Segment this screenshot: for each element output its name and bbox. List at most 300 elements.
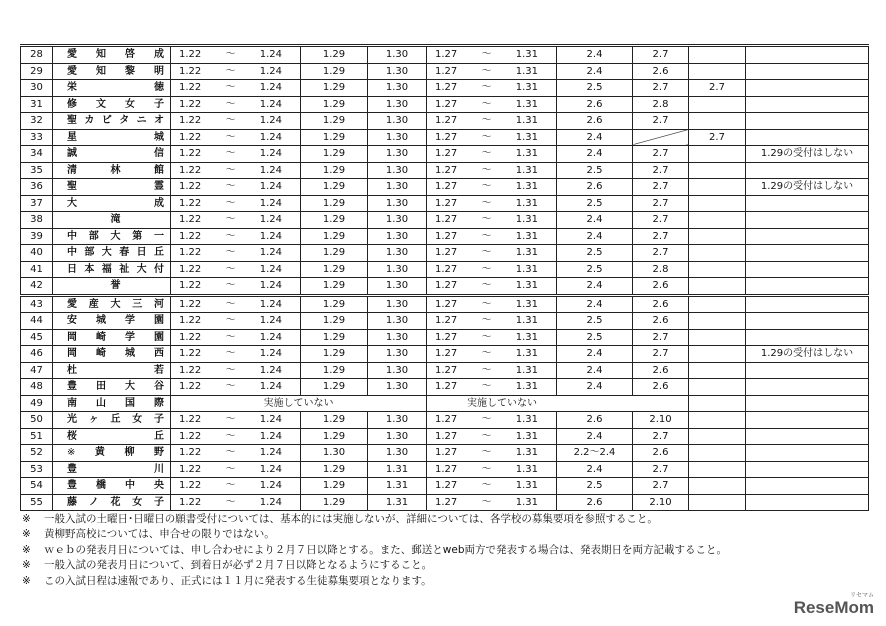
period-cell: 1.27 ～ 1.31	[427, 461, 557, 478]
table-row	[21, 245, 869, 262]
school-name: 岡崎城西	[53, 346, 171, 363]
row-number: 36	[21, 179, 53, 196]
date-cell: 1.30	[368, 63, 427, 80]
table-row	[21, 412, 869, 429]
note-cell	[746, 46, 869, 64]
period-cell: 1.27 ～ 1.31	[427, 428, 557, 445]
row-number: 38	[21, 212, 53, 229]
date-cell: 1.29	[301, 96, 368, 113]
date-cell: 1.31	[368, 461, 427, 478]
exam-date: 2.4	[557, 278, 633, 296]
date-cell: 1.29	[301, 162, 368, 179]
school-name: 安城学園	[53, 313, 171, 330]
announce-date: 2.8	[633, 261, 689, 278]
table-row	[21, 295, 869, 313]
table-row	[21, 212, 869, 229]
period-cell: 1.27 ～ 1.31	[427, 179, 557, 196]
table-row	[21, 494, 869, 511]
date-cell: 1.29	[301, 295, 368, 313]
period-cell: 1.27 ～ 1.31	[427, 494, 557, 511]
row-number: 55	[21, 494, 53, 511]
date-cell: 1.29	[301, 412, 368, 429]
note-cell	[746, 445, 869, 462]
exam-date: 2.4	[557, 461, 633, 478]
school-name: 中部大第一	[53, 228, 171, 245]
extra-date	[689, 96, 746, 113]
note-cell	[746, 113, 869, 130]
announce-date: 2.7	[633, 212, 689, 229]
exam-date: 2.6	[557, 412, 633, 429]
date-cell: 1.29	[301, 80, 368, 97]
school-name: 藤ノ花女子	[53, 494, 171, 511]
application-period: 1.22 ～ 1.24	[171, 313, 301, 330]
row-number: 51	[21, 428, 53, 445]
announce-date: 2.6	[633, 295, 689, 313]
table-row	[21, 46, 869, 64]
extra-date	[689, 428, 746, 445]
school-name: 聖霊	[53, 179, 171, 196]
note-cell	[746, 63, 869, 80]
announce-date: 2.7	[633, 113, 689, 130]
announce-date: 2.7	[633, 228, 689, 245]
extra-date	[689, 63, 746, 80]
school-name: 岡崎学園	[53, 329, 171, 346]
period-cell: 1.27 ～ 1.31	[427, 46, 557, 64]
exam-date: 2.6	[557, 113, 633, 130]
announce-date: 2.6	[633, 63, 689, 80]
table-row	[21, 346, 869, 363]
exam-date: 2.6	[557, 96, 633, 113]
application-period: 1.22 ～ 1.24	[171, 295, 301, 313]
note-cell	[746, 162, 869, 179]
announce-date: 2.7	[633, 46, 689, 64]
table-row	[21, 96, 869, 113]
row-number: 45	[21, 329, 53, 346]
school-name: 日本福祉大付	[53, 261, 171, 278]
extra-date	[689, 228, 746, 245]
date-cell: 1.30	[368, 261, 427, 278]
announce-date-na	[633, 129, 689, 146]
row-number: 33	[21, 129, 53, 146]
exam-date: 2.4	[557, 379, 633, 396]
table-row	[21, 428, 869, 445]
exam-date: 2.4	[557, 362, 633, 379]
date-cell: 1.29	[301, 146, 368, 163]
row-number: 48	[21, 379, 53, 396]
period-cell: 1.27 ～ 1.31	[427, 379, 557, 396]
school-name: 豊橋中央	[53, 478, 171, 495]
date-cell: 1.30	[368, 329, 427, 346]
note-cell	[746, 494, 869, 511]
extra-date	[689, 478, 746, 495]
application-period: 1.22 ～ 1.24	[171, 278, 301, 296]
period-cell: 1.27 ～ 1.31	[427, 478, 557, 495]
row-number: 50	[21, 412, 53, 429]
schedule-table	[20, 44, 869, 511]
table-row	[21, 80, 869, 97]
announce-date: 2.6	[633, 278, 689, 296]
extra-date: 2.7	[689, 129, 746, 146]
footnote: ※ 一般入試の発表月日について、到着日が必ず２月７日以降となるようにすること。	[22, 559, 433, 572]
school-name: 聖カピタニオ	[53, 113, 171, 130]
row-number: 52	[21, 445, 53, 462]
extra-date	[689, 362, 746, 379]
date-cell: 1.31	[368, 478, 427, 495]
date-cell: 1.31	[368, 494, 427, 511]
note-cell	[746, 428, 869, 445]
announce-date: 2.8	[633, 96, 689, 113]
period-cell: 1.27 ～ 1.31	[427, 245, 557, 262]
application-period: 1.22 ～ 1.24	[171, 478, 301, 495]
date-cell: 1.30	[368, 162, 427, 179]
extra-date	[689, 278, 746, 296]
note-cell	[746, 362, 869, 379]
extra-date	[689, 195, 746, 212]
announce-date: 2.6	[633, 445, 689, 462]
school-name: 栄徳	[53, 80, 171, 97]
school-name: 修文女子	[53, 96, 171, 113]
period-cell: 1.27 ～ 1.31	[427, 80, 557, 97]
announce-date: 2.7	[633, 245, 689, 262]
row-number: 54	[21, 478, 53, 495]
announce-date: 2.7	[633, 329, 689, 346]
announce-date: 2.10	[633, 412, 689, 429]
school-name: 滝	[53, 212, 171, 229]
note-cell	[746, 313, 869, 330]
date-cell: 1.30	[368, 295, 427, 313]
footnote: ※ 黄柳野高校については、申合せの限りではない。	[22, 528, 275, 541]
table-row	[21, 379, 869, 396]
row-number: 47	[21, 362, 53, 379]
date-cell: 1.29	[301, 461, 368, 478]
period-cell: 1.27 ～ 1.31	[427, 261, 557, 278]
period-cell: 1.27 ～ 1.31	[427, 162, 557, 179]
date-cell: 1.30	[368, 212, 427, 229]
table-row	[21, 461, 869, 478]
note-cell	[746, 212, 869, 229]
table-row	[21, 478, 869, 495]
date-cell: 1.29	[301, 46, 368, 64]
extra-date	[689, 313, 746, 330]
note-cell	[746, 295, 869, 313]
table-row	[21, 362, 869, 379]
row-number: 40	[21, 245, 53, 262]
exam-date: 2.5	[557, 329, 633, 346]
application-period: 1.22 ～ 1.24	[171, 63, 301, 80]
exam-date: 2.5	[557, 195, 633, 212]
period-cell: 1.27 ～ 1.31	[427, 346, 557, 363]
school-name: 星城	[53, 129, 171, 146]
period-cell: 1.27 ～ 1.31	[427, 362, 557, 379]
table-row	[21, 313, 869, 330]
exam-date: 2.2～2.4	[557, 445, 633, 462]
date-cell: 1.29	[301, 313, 368, 330]
row-number: 49	[21, 395, 53, 412]
date-cell: 1.30	[368, 245, 427, 262]
exam-date: 2.4	[557, 428, 633, 445]
date-cell: 1.30	[368, 362, 427, 379]
date-cell: 1.30	[301, 445, 368, 462]
application-period: 1.22 ～ 1.24	[171, 329, 301, 346]
application-period: 1.22 ～ 1.24	[171, 428, 301, 445]
application-period: 1.22 ～ 1.24	[171, 412, 301, 429]
date-cell: 1.30	[368, 80, 427, 97]
date-cell: 1.30	[368, 179, 427, 196]
row-number: 28	[21, 46, 53, 64]
announce-date: 2.7	[633, 146, 689, 163]
table-row	[21, 445, 869, 462]
exam-date: 2.4	[557, 63, 633, 80]
school-name: ※黄柳野	[53, 445, 171, 462]
exam-date: 2.4	[557, 212, 633, 229]
note-cell	[746, 412, 869, 429]
exam-date: 2.5	[557, 478, 633, 495]
period-cell: 1.27 ～ 1.31	[427, 113, 557, 130]
application-period: 1.22 ～ 1.24	[171, 212, 301, 229]
period-cell: 1.27 ～ 1.31	[427, 212, 557, 229]
school-name: 桜丘	[53, 428, 171, 445]
date-cell: 1.30	[368, 129, 427, 146]
extra-date	[689, 295, 746, 313]
school-name: 清林館	[53, 162, 171, 179]
exam-date: 2.4	[557, 228, 633, 245]
date-cell: 1.30	[368, 412, 427, 429]
application-period: 1.22 ～ 1.24	[171, 245, 301, 262]
application-period: 1.22 ～ 1.24	[171, 362, 301, 379]
extra-date	[689, 46, 746, 64]
date-cell: 1.30	[368, 146, 427, 163]
exam-date: 2.5	[557, 245, 633, 262]
note-cell	[746, 395, 869, 412]
date-cell: 1.30	[368, 445, 427, 462]
note-cell	[746, 80, 869, 97]
period-cell: 1.27 ～ 1.31	[427, 412, 557, 429]
note-cell	[746, 228, 869, 245]
school-name: 愛産大三河	[53, 295, 171, 313]
application-period: 1.22 ～ 1.24	[171, 461, 301, 478]
note-cell	[746, 461, 869, 478]
row-number: 31	[21, 96, 53, 113]
extra-date	[689, 179, 746, 196]
not-held: 実施していない	[171, 395, 427, 412]
table-row	[21, 329, 869, 346]
date-cell: 1.30	[368, 346, 427, 363]
announce-date: 2.7	[633, 80, 689, 97]
application-period: 1.22 ～ 1.24	[171, 80, 301, 97]
extra-date	[689, 261, 746, 278]
exam-date: 2.4	[557, 146, 633, 163]
date-cell: 1.30	[368, 313, 427, 330]
extra-date	[689, 329, 746, 346]
announce-date: 2.6	[633, 379, 689, 396]
note-cell: 1.29の受付はしない	[746, 146, 869, 163]
application-period: 1.22 ～ 1.24	[171, 179, 301, 196]
note-cell	[746, 245, 869, 262]
exam-date: 2.4	[557, 346, 633, 363]
announce-date: 2.6	[633, 313, 689, 330]
school-name: 愛知啓成	[53, 46, 171, 64]
school-name: 杜若	[53, 362, 171, 379]
date-cell: 1.29	[301, 261, 368, 278]
date-cell: 1.29	[301, 212, 368, 229]
date-cell: 1.30	[368, 428, 427, 445]
date-cell: 1.29	[301, 278, 368, 296]
extra-date	[689, 379, 746, 396]
announce-date: 2.7	[633, 179, 689, 196]
exam-date: 2.4	[557, 129, 633, 146]
exam-date: 2.5	[557, 162, 633, 179]
period-cell: 1.27 ～ 1.31	[427, 278, 557, 296]
school-name: 中部大春日丘	[53, 245, 171, 262]
period-cell: 1.27 ～ 1.31	[427, 63, 557, 80]
application-period: 1.22 ～ 1.24	[171, 146, 301, 163]
exam-date: 2.4	[557, 295, 633, 313]
application-period: 1.22 ～ 1.24	[171, 113, 301, 130]
application-period: 1.22 ～ 1.24	[171, 494, 301, 511]
application-period: 1.22 ～ 1.24	[171, 46, 301, 64]
date-cell: 1.29	[301, 329, 368, 346]
application-period: 1.22 ～ 1.24	[171, 228, 301, 245]
period-cell: 1.27 ～ 1.31	[427, 96, 557, 113]
announce-date: 2.7	[633, 162, 689, 179]
date-cell: 1.29	[301, 428, 368, 445]
footnote: ※ この入試日程は速報であり、正式には１１月に発表する生徒募集要項となります。	[22, 574, 432, 587]
date-cell: 1.29	[301, 129, 368, 146]
date-cell: 1.29	[301, 245, 368, 262]
school-name: 誉	[53, 278, 171, 296]
date-cell: 1.30	[368, 228, 427, 245]
application-period: 1.22 ～ 1.24	[171, 261, 301, 278]
note-cell	[746, 278, 869, 296]
table-row	[21, 395, 869, 412]
row-number: 41	[21, 261, 53, 278]
announce-date: 2.7	[633, 478, 689, 495]
note-cell	[746, 261, 869, 278]
extra-date	[689, 346, 746, 363]
row-number: 46	[21, 346, 53, 363]
exam-date: 2.5	[557, 313, 633, 330]
extra-date	[689, 395, 746, 412]
extra-date	[689, 245, 746, 262]
extra-date	[689, 146, 746, 163]
school-name: 光ヶ丘女子	[53, 412, 171, 429]
note-cell: 1.29の受付はしない	[746, 346, 869, 363]
period-cell: 1.27 ～ 1.31	[427, 195, 557, 212]
period-cell: 1.27 ～ 1.31	[427, 129, 557, 146]
table-row	[21, 146, 869, 163]
extra-date	[689, 162, 746, 179]
school-name: 豊川	[53, 461, 171, 478]
table-row	[21, 261, 869, 278]
note-cell	[746, 129, 869, 146]
date-cell: 1.30	[368, 195, 427, 212]
date-cell: 1.29	[301, 379, 368, 396]
note-cell: 1.29の受付はしない	[746, 179, 869, 196]
exam-date: 2.5	[557, 80, 633, 97]
application-period: 1.22 ～ 1.24	[171, 129, 301, 146]
date-cell: 1.30	[368, 379, 427, 396]
date-cell: 1.30	[368, 96, 427, 113]
date-cell: 1.29	[301, 63, 368, 80]
resemom-logo: リセマム ReseMom	[793, 593, 874, 617]
row-number: 37	[21, 195, 53, 212]
date-cell: 1.29	[301, 113, 368, 130]
exam-date: 2.4	[557, 46, 633, 64]
table-row	[21, 162, 869, 179]
note-cell	[746, 195, 869, 212]
row-number: 32	[21, 113, 53, 130]
date-cell: 1.29	[301, 362, 368, 379]
exam-date: 2.6	[557, 179, 633, 196]
application-period: 1.22 ～ 1.24	[171, 96, 301, 113]
announce-date: 2.7	[633, 346, 689, 363]
period-cell: 1.27 ～ 1.31	[427, 329, 557, 346]
extra-date	[689, 113, 746, 130]
date-cell: 1.29	[301, 494, 368, 511]
date-cell: 1.29	[301, 179, 368, 196]
date-cell: 1.29	[301, 346, 368, 363]
date-cell: 1.30	[368, 278, 427, 296]
school-name: 南山国際	[53, 395, 171, 412]
table-row	[21, 278, 869, 296]
row-number: 35	[21, 162, 53, 179]
row-number: 43	[21, 295, 53, 313]
row-number: 39	[21, 228, 53, 245]
exam-date: 2.6	[557, 494, 633, 511]
row-number: 30	[21, 80, 53, 97]
table-row	[21, 63, 869, 80]
exam-date: 2.5	[557, 261, 633, 278]
date-cell: 1.29	[301, 195, 368, 212]
application-period: 1.22 ～ 1.24	[171, 379, 301, 396]
footnote: ※ ｗｅｂの発表月日については、申し合わせにより２月７日以降とする。また、郵送とweb両方で発表する場合は、発表期日を両方記載すること。	[22, 543, 727, 556]
note-cell	[746, 478, 869, 495]
announce-date: 2.6	[633, 362, 689, 379]
period-cell: 1.27 ～ 1.31	[427, 445, 557, 462]
school-name: 愛知黎明	[53, 63, 171, 80]
extra-date	[689, 212, 746, 229]
school-name: 誠信	[53, 146, 171, 163]
period-cell: 1.27 ～ 1.31	[427, 228, 557, 245]
table-row	[21, 179, 869, 196]
table-row	[21, 195, 869, 212]
announce-date: 2.7	[633, 195, 689, 212]
application-period: 1.22 ～ 1.24	[171, 445, 301, 462]
row-number: 29	[21, 63, 53, 80]
period-cell: 1.27 ～ 1.31	[427, 313, 557, 330]
application-period: 1.22 ～ 1.24	[171, 162, 301, 179]
extra-date	[689, 445, 746, 462]
date-cell: 1.30	[368, 113, 427, 130]
footnote: ※ 一般入試の土曜日･日曜日の願書受付については、基本的には実施しないが、詳細については、各学校の募集要項を参照すること。	[22, 513, 658, 525]
announce-date: 2.7	[633, 428, 689, 445]
row-number: 53	[21, 461, 53, 478]
note-cell	[746, 379, 869, 396]
row-number: 44	[21, 313, 53, 330]
table-row	[21, 228, 869, 245]
extra-date	[689, 412, 746, 429]
row-number: 34	[21, 146, 53, 163]
application-period: 1.22 ～ 1.24	[171, 195, 301, 212]
date-cell: 1.29	[301, 228, 368, 245]
application-period: 1.22 ～ 1.24	[171, 346, 301, 363]
period-cell: 1.27 ～ 1.31	[427, 295, 557, 313]
date-cell: 1.30	[368, 46, 427, 64]
table-row	[21, 129, 869, 146]
school-name: 大成	[53, 195, 171, 212]
school-name: 豊田大谷	[53, 379, 171, 396]
row-number: 42	[21, 278, 53, 296]
